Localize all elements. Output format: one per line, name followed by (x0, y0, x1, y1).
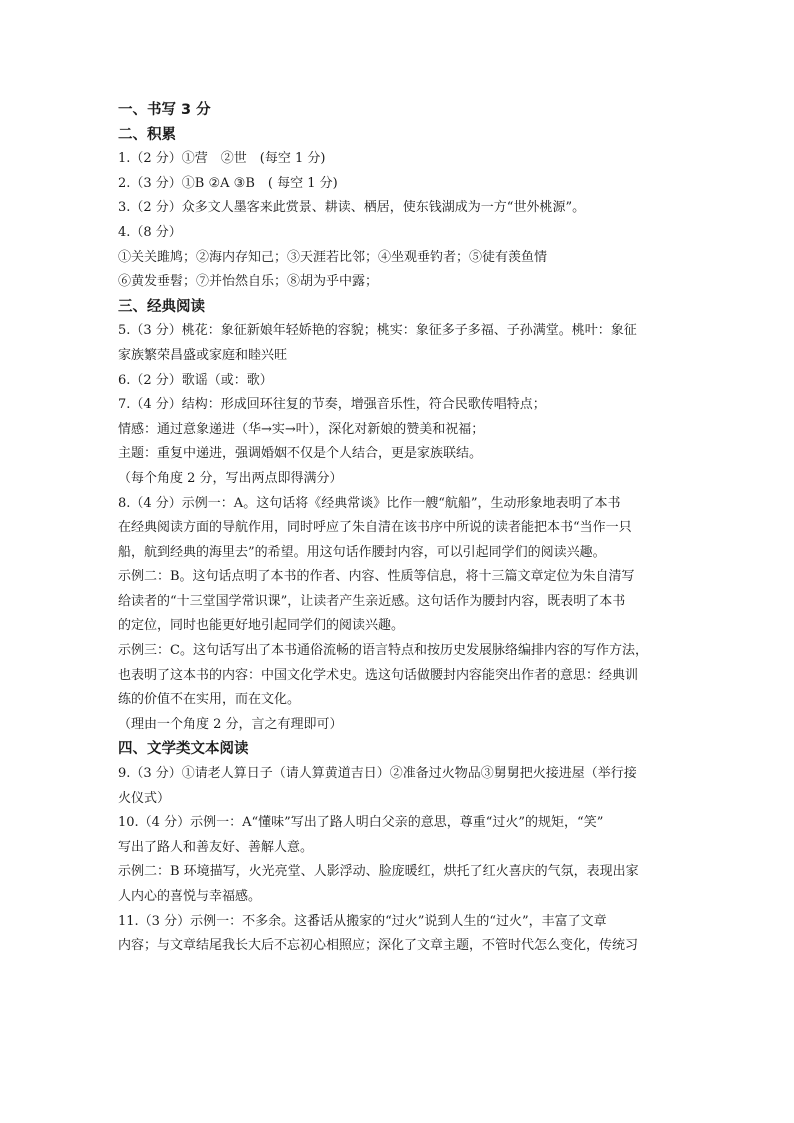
answer-line: 也表明了这本书的内容：中国文化学术史。选这句话做腰封内容能突出作者的意思：经典训 (118, 667, 639, 683)
section-heading: 四、文学类文本阅读 (118, 741, 249, 758)
answer-line: 人内心的喜悦与幸福感。 (118, 889, 262, 904)
answer-line: 10.（4 分）示例一：A“懂味”写出了路人明白父亲的意思，尊重“过火”的规矩，“笑” (118, 815, 604, 831)
answer-line: 示例二：B。这句话点明了本书的作者、内容、性质等信息，将十三篇文章定位为朱自清写 (118, 569, 635, 585)
answer-line: 示例二：B 环境描写，火光亮堂、人影浮动、脸庞暖红，烘托了红火喜庆的气氛，表现出家 (118, 864, 639, 880)
section-heading: 一、书写 3 分 (118, 102, 211, 118)
answer-line: 的定位，同时也能更好地引起同学们的阅读兴趣。 (118, 618, 405, 634)
answer-line: （每个角度 2 分，写出两点即得满分） (118, 470, 343, 486)
answer-document (118, 98, 688, 959)
answer-line: 11.（3 分）示例一：不多余。这番话从搬家的“过火”说到人生的“过火”，丰富了文章 (118, 913, 607, 929)
answer-line: 在经典阅读方面的导航作用，同时呼应了朱自清在该书序中所说的读者能把本书“当作一只 (118, 520, 632, 536)
answer-line: 5.（3 分）桃花：象征新娘年轻娇艳的容貌；桃实：象征多子多福、子孙满堂。桃叶：象征 (118, 323, 637, 339)
answer-line: ⑥黄发垂髫；⑦并怡然自乐；⑧胡为乎中露； (118, 274, 379, 290)
answer-line: 情感：通过意象递进（华→实→叶），深化对新娘的赞美和祝福； (118, 421, 485, 437)
section-heading: 三、经典阅读 (118, 298, 205, 315)
answer-line: 示例三：C。这句话写出了本书通俗流畅的语言特点和按历史发展脉络编排内容的写作方法， (118, 643, 648, 659)
answer-line: 2.（3 分）①B ②A ③B ( 每空 1 分) (118, 175, 338, 191)
answer-line: 内容；与文章结尾我长大后不忘初心相照应；深化了文章主题，不管时代怎么变化，传统习 (118, 938, 639, 954)
answer-line: （理由一个角度 2 分，言之有理即可） (118, 716, 343, 732)
section-heading: 二、积累 (118, 126, 176, 143)
answer-line: 火仪式） (118, 790, 171, 806)
answer-line: ①关关雎鸠；②海内存知己；③天涯若比邻；④坐观垂钓者；⑤徒有羡鱼情 (118, 249, 548, 265)
answer-line: 8.（4 分）示例一：A。这句话将《经典常谈》比作一艘“航船”，生动形象地表明了本书 (118, 495, 621, 511)
answer-line: 船，航到经典的海里去”的希望。用这句话作腰封内容，可以引起同学们的阅读兴趣。 (118, 544, 606, 560)
answer-line: 练的价值不在实用，而在文化。 (118, 692, 301, 708)
answer-line: 3.（2 分）众多文人墨客来此赏景、耕读、栖居，使东钱湖成为一方“世外桃源”。 (118, 200, 586, 216)
answer-line: 写出了路人和善友好、善解人意。 (118, 839, 314, 855)
answer-line: 给读者的“十三堂国学常识课”，让读者产生亲近感。这句话作为腰封内容，既表明了本书 (118, 593, 626, 609)
answer-line: 7.（4 分）结构：形成回环往复的节奏，增强音乐性，符合民歌传唱特点； (118, 397, 546, 413)
answer-line: 家族繁荣昌盛或家庭和睦兴旺 (118, 347, 288, 363)
answer-line: 4.（8 分） (118, 224, 182, 240)
answer-line: 1.（2 分）①营 ②世 (每空 1 分) (118, 151, 326, 167)
answer-line: 6.（2 分）歌谣（或：歌） (118, 372, 273, 388)
answer-line: 主题：重复中递进，强调婚姻不仅是个人结合，更是家族联结。 (118, 446, 483, 462)
answer-line: 9.（3 分）①请老人算日子（请人算黄道吉日）②准备过火物品③舅舅把火接进屋（举行接 (118, 766, 637, 782)
